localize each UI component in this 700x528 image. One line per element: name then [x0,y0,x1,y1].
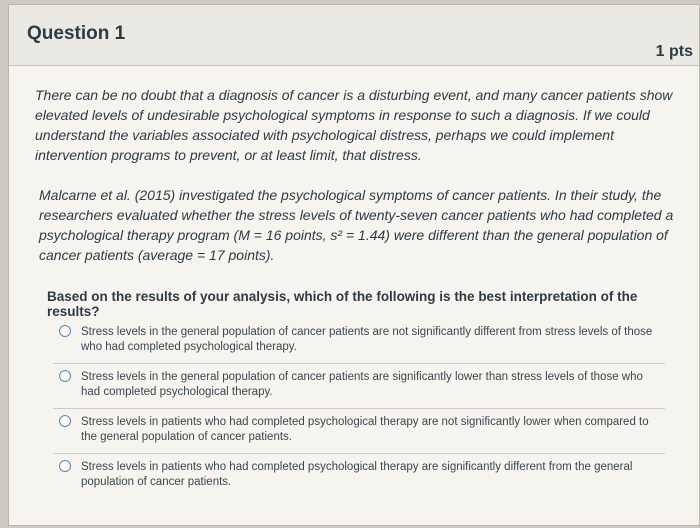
radio-button[interactable] [59,325,71,337]
question-title: Question 1 [27,23,126,44]
question-header [9,5,699,66]
answer-option-4[interactable] [53,453,665,498]
radio-button[interactable] [59,460,71,472]
radio-button[interactable] [59,415,71,427]
answer-option-3[interactable] [53,408,665,453]
answer-option-1[interactable] [53,319,665,363]
answer-label: Stress levels in the general population of cancer patients are significantly lower than stress levels of those who had completed psychological therapy. [81,371,643,398]
question-paragraph-1: There can be no doubt that a diagnosis of cancer is a disturbing event, and many cancer patients show elevated levels of undesirable psychological symptoms in response to such a diagnosis. If we could understand the variables associated with psychological distress, perhaps we could implement intervention programs to prevent, or at least limit, that distress. [35,87,673,163]
answer-label: Stress levels in patients who had completed psychological therapy are not significantly lower when compared to the general population of cancer patients. [81,416,649,443]
question-card [8,4,700,526]
question-points: 1 pts [655,43,693,60]
answer-label: Stress levels in the general population of cancer patients are not significantly different from stress levels of those who had completed psychological therapy. [81,326,653,353]
answer-option-2[interactable] [53,363,665,408]
radio-button[interactable] [59,370,71,382]
answer-list [53,319,665,498]
answer-label: Stress levels in patients who had completed psychological therapy are significantly different from the general population of cancer patients. [81,461,633,488]
question-paragraph-2: Malcarne et al. (2015) investigated the psychological symptoms of cancer patients. In their study, the researchers evaluated whether the stress levels of twenty-seven cancer patients who had completed a psychological therapy program (M = 16 points, s² = 1.44) were different than the general population of cancer patients (average = 17 points). [39,187,674,263]
question-prompt: Based on the results of your analysis, which of the following is the best interpretation of the results? [47,289,638,319]
